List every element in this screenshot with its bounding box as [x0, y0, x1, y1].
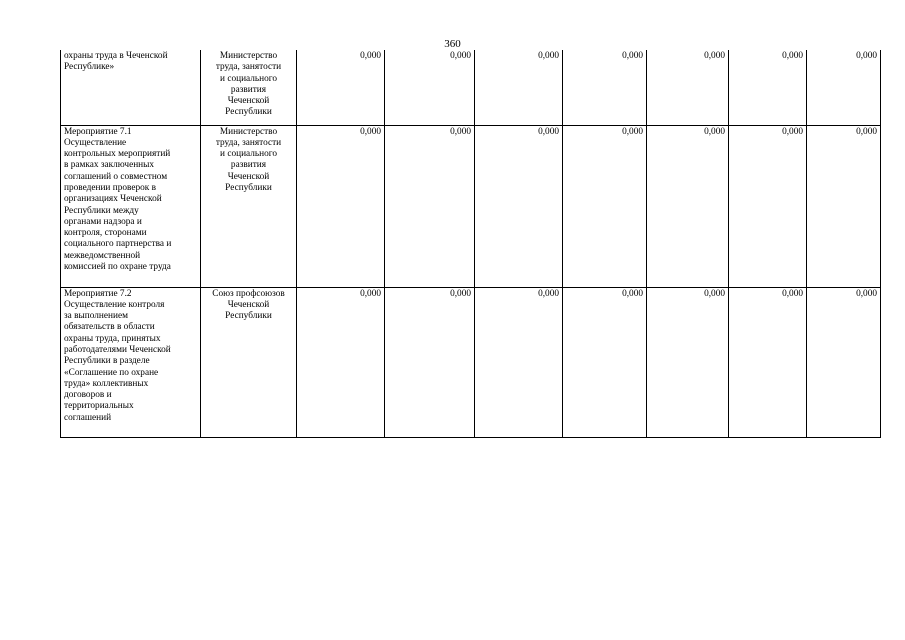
value-cell: 0,000: [297, 50, 385, 125]
value-cell: 0,000: [563, 50, 647, 125]
value-cell: 0,000: [807, 50, 881, 125]
value-cell: 0,000: [563, 287, 647, 437]
table-row: [61, 50, 881, 125]
executor-cell: [201, 125, 297, 287]
program-table: [60, 50, 881, 438]
executor-cell: [201, 50, 297, 125]
activity-name: охраны труда в Чеченской Республике»: [64, 51, 168, 73]
activity-name: Мероприятие 7.1 Осуществление контрольных мероприятий в рамках заключенных соглашений о совместном проведении проверок в организациях Чеченской Республики между органами надзора и контроля, сторонами социального партнерства и межведомственной комиссией по охране труда: [64, 126, 172, 273]
value-cell: 0,000: [729, 287, 807, 437]
value-cell: 0,000: [647, 125, 729, 287]
value-cell: 0,000: [647, 287, 729, 437]
executor-name: Союз профсоюзов Чеченской Республики: [212, 288, 285, 322]
table-body: [61, 50, 881, 437]
value-cell: 0,000: [297, 125, 385, 287]
table-row: [61, 125, 881, 287]
activity-name-cell: [61, 125, 201, 287]
activity-name: Мероприятие 7.2 Осуществление контроля за выполнением обязательств в области охраны труда, принятых работодателями Чеченской Республики в разделе «Соглашение по охране труда» коллективных договоров и территориальных соглашений: [64, 288, 171, 423]
value-cell: 0,000: [729, 125, 807, 287]
value-cell: 0,000: [385, 125, 475, 287]
value-cell: 0,000: [475, 50, 563, 125]
value-cell: 0,000: [807, 287, 881, 437]
executor-cell: [201, 287, 297, 437]
page-number: 360: [444, 38, 461, 50]
value-cell: 0,000: [647, 50, 729, 125]
executor-name: Министерство труда, занятости и социального развития Чеченской Республики: [215, 126, 282, 193]
value-cell: 0,000: [385, 50, 475, 125]
value-cell: 0,000: [475, 125, 563, 287]
value-cell: 0,000: [807, 125, 881, 287]
value-cell: 0,000: [563, 125, 647, 287]
value-cell: 0,000: [297, 287, 385, 437]
value-cell: 0,000: [385, 287, 475, 437]
executor-name: Министерство труда, занятости и социального развития Чеченской Республики: [215, 51, 282, 118]
value-cell: 0,000: [475, 287, 563, 437]
value-cell: 0,000: [729, 50, 807, 125]
activity-name-cell: [61, 50, 201, 125]
table-row: [61, 287, 881, 437]
activity-name-cell: [61, 287, 201, 437]
